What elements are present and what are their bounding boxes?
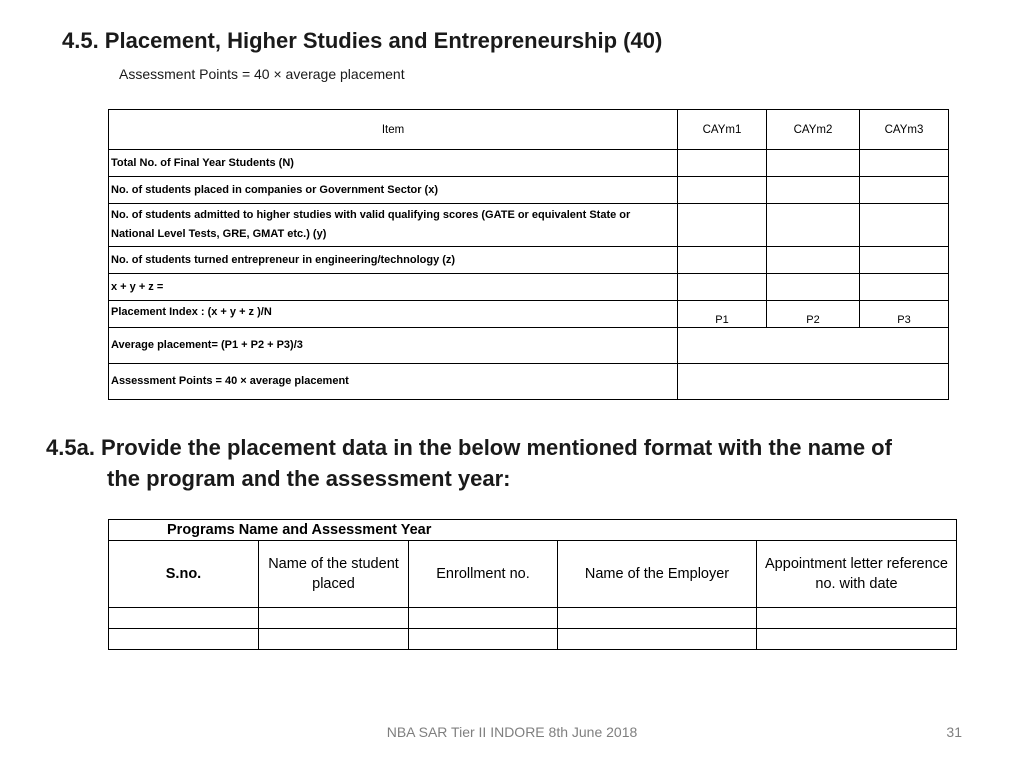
cell-p1: P1	[678, 301, 767, 328]
cell-empty	[409, 608, 558, 629]
cell-empty	[678, 150, 767, 177]
cell-empty	[860, 247, 949, 274]
header-appointment-letter: Appointment letter reference no. with date	[757, 541, 957, 608]
cell-empty	[678, 204, 767, 247]
cell-empty	[860, 204, 949, 247]
header-item: Item	[109, 110, 678, 150]
section-subtitle: Assessment Points = 40 × average placement	[119, 66, 405, 82]
header-employer-name: Name of the Employer	[558, 541, 757, 608]
table-header-row	[109, 541, 957, 608]
section-title-4-5a-line2: the program and the assessment year:	[107, 466, 511, 491]
table-row	[109, 629, 957, 650]
cell-empty	[860, 274, 949, 301]
placement-data-table	[108, 519, 957, 650]
table-row	[109, 301, 949, 328]
header-student-name: Name of the student placed	[259, 541, 409, 608]
cell-empty	[109, 608, 259, 629]
section-title-4-5a-line1: 4.5a. Provide the placement data in the below mentioned format with the name of	[46, 435, 892, 460]
section-title: 4.5. Placement, Higher Studies and Entrepreneurship (40)	[62, 28, 663, 53]
cell-empty	[860, 177, 949, 204]
table-row	[109, 364, 949, 400]
table-row	[109, 204, 949, 247]
cell-empty	[558, 608, 757, 629]
cell-empty-merged	[678, 364, 949, 400]
cell-empty	[757, 629, 957, 650]
cell-empty	[259, 629, 409, 650]
footer-text: NBA SAR Tier II INDORE 8th June 2018	[386, 724, 638, 740]
placement-table	[108, 109, 949, 400]
section-title-4-5a	[46, 432, 966, 494]
table-row	[109, 177, 949, 204]
cell-empty-merged	[678, 328, 949, 364]
row-label-total-students: Total No. of Final Year Students (N)	[109, 150, 678, 177]
cell-empty	[678, 177, 767, 204]
cell-empty	[259, 608, 409, 629]
cell-empty	[767, 150, 860, 177]
table-row	[109, 274, 949, 301]
header-caym2: CAYm2	[767, 110, 860, 150]
header-caym3: CAYm3	[860, 110, 949, 150]
header-enrollment-no: Enrollment no.	[409, 541, 558, 608]
row-label-entrepreneur: No. of students turned entrepreneur in engineering/technology (z)	[109, 247, 678, 274]
header-caym1: CAYm1	[678, 110, 767, 150]
table-header-row	[109, 110, 949, 150]
row-label-placement-index: Placement Index : (x + y + z )/N	[109, 301, 678, 328]
cell-p2: P2	[767, 301, 860, 328]
table-row	[109, 328, 949, 364]
cell-empty	[767, 177, 860, 204]
row-label-assessment-points: Assessment Points = 40 × average placement	[109, 364, 678, 400]
table-row	[109, 247, 949, 274]
cell-empty	[678, 247, 767, 274]
row-label-average-placement: Average placement= (P1 + P2 + P3)/3	[109, 328, 678, 364]
page-number: 31	[946, 724, 962, 740]
cell-empty	[678, 274, 767, 301]
cell-empty	[558, 629, 757, 650]
row-label-students-placed: No. of students placed in companies or Government Sector (x)	[109, 177, 678, 204]
cell-empty	[767, 204, 860, 247]
cell-p3: P3	[860, 301, 949, 328]
programs-name-header: Programs Name and Assessment Year	[109, 520, 957, 541]
table-row	[109, 150, 949, 177]
cell-empty	[860, 150, 949, 177]
row-label-higher-studies: No. of students admitted to higher studies with valid qualifying scores (GATE or equivalent State or National Level Tests, GRE, GMAT etc.) (y)	[109, 204, 678, 247]
cell-empty	[757, 608, 957, 629]
program-header-row	[109, 520, 957, 541]
cell-empty	[767, 274, 860, 301]
cell-empty	[109, 629, 259, 650]
cell-empty	[767, 247, 860, 274]
row-label-xyz-sum: x + y + z =	[109, 274, 678, 301]
table-row	[109, 608, 957, 629]
cell-empty	[409, 629, 558, 650]
header-sno: S.no.	[109, 541, 259, 608]
